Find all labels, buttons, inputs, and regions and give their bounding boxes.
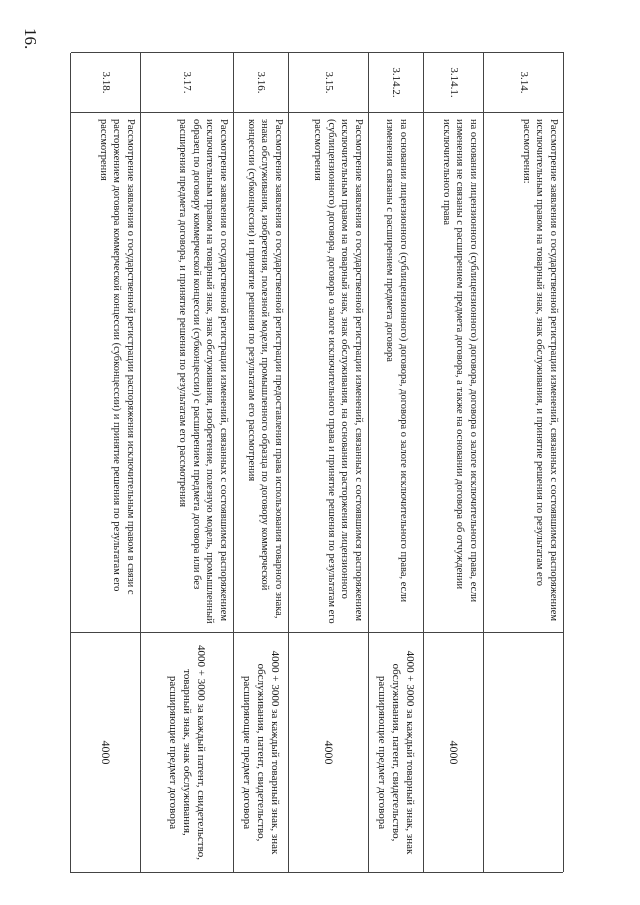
row-number: 3.18. — [70, 53, 140, 113]
fee-table — [71, 52, 564, 872]
row-fee: 4000 — [288, 633, 368, 873]
row-description: Рассмотрение заявления о государственной регистрации изменений, связанных с состоявшимся распоряжением исключительным правом на товарный знак, знак обслуживания, изобретение, полезную модель, промышленный образец по договору коммерческой концессии (субконцессии) с расширением предмета договора или без расширения предмета договора, и принятие решения по результатам его рассмотрения — [140, 113, 233, 633]
row-fee — [483, 633, 563, 873]
page-number: 16. — [21, 28, 40, 50]
row-fee: 4000 — [70, 633, 140, 873]
row-description: на основании лицензионного (сублицензионного) договора, договора о залоге исключительного права, если изменения не связаны с расширением предмета договора, а также на основании договора об отчуждении исключительного права — [423, 113, 483, 633]
row-fee: 4000 + 3000 за каждый товарный знак, знак обслуживания, патент, свидетельство, расширяющие предмет договора — [368, 633, 423, 873]
row-fee: 4000 — [423, 633, 483, 873]
row-number: 3.14. — [483, 53, 563, 113]
row-description: Рассмотрение заявления о государственной регистрации предоставления права использования товарного знака, знака обслуживания, изобретения, полезной модели, промышленного образца по договору коммерческой концессии (субконцессии) и принятие решения по результатам его рассмотрения — [233, 113, 288, 633]
row-number: 3.15. — [288, 53, 368, 113]
row-number: 3.14.2. — [368, 53, 423, 113]
row-number: 3.14.1. — [423, 53, 483, 113]
row-number: 3.16. — [233, 53, 288, 113]
row-description: Рассмотрение заявления о государственной регистрации распоряжения исключительным правом в связи с расторжением договора коммерческой концессии (субконцессии) и принятие решения по результатам его рассмотрения — [70, 113, 140, 633]
row-description: Рассмотрение заявления о государственной регистрации изменений, связанных с состоявшимся распоряжением исключительным правом на товарный знак, знак обслуживания, и принятие решения по результатам его рассмотрения: — [483, 113, 563, 633]
row-fee: 4000 + 3000 за каждый патент, свидетельство, товарный знак, знак обслуживания, расширяющие предмет договора — [140, 633, 233, 873]
row-description: на основании лицензионного (сублицензионного) договора, договора о залоге исключительного права, если изменения связаны с расширением предмета договора — [368, 113, 423, 633]
row-description: Рассмотрение заявления о государственной регистрации изменений, связанных с состоявшимся распоряжением исключительным правом на товарный знак, знак обслуживания, на основании расторжения лицензионного (сублицензионного) договора, договора о залоге исключительного права и принятие решения по результатам его рассмотрения — [288, 113, 368, 633]
row-fee: 4000 + 3000 за каждый товарный знак, знак обслуживания, патент, свидетельство, расширяющие предмет договора — [233, 633, 288, 873]
rotated-page — [71, 52, 564, 872]
row-number: 3.17. — [140, 53, 233, 113]
